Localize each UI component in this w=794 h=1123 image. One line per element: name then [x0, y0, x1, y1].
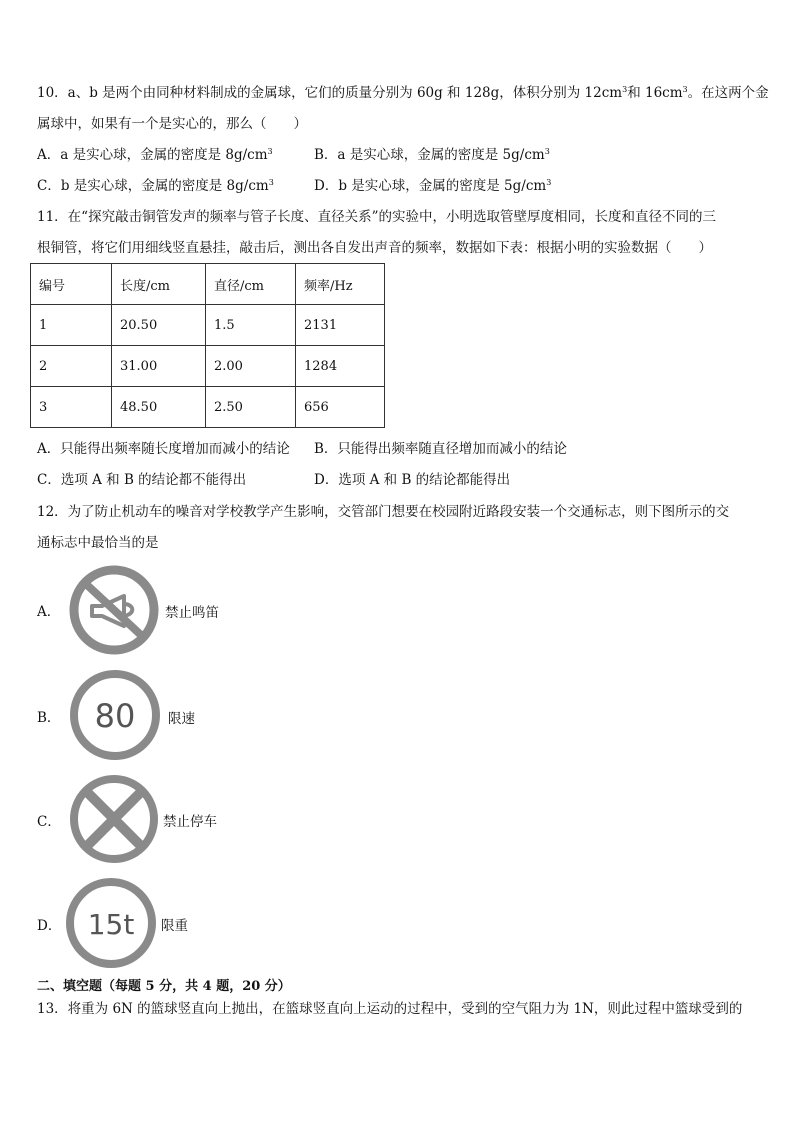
table-cell: 48.50	[112, 387, 206, 428]
q10-option-b: B．a 是实心球，金属的密度是 $5g/cm^3$	[314, 147, 550, 163]
table-header-row	[31, 264, 385, 305]
section-title-fill-in: 二、填空题（每题 5 分，共 4 题，20 分）	[37, 979, 291, 994]
table-header-cell: 长度/cm	[112, 264, 206, 305]
weight-limit-value: 15t	[87, 908, 135, 941]
q10-option-d: D．b 是实心球，金属的密度是 $5g/cm^3$	[314, 178, 552, 194]
table-cell: 2	[31, 346, 112, 387]
q11-line1: 11．在“探究敲击铜管发声的频率与管子长度、直径关系”的实验中，小明选取管壁厚度相同，长度和直径不同的三	[37, 209, 716, 225]
table-header-cell: 编号	[31, 264, 112, 305]
q12-option-a-label: 禁止鸣笛	[165, 605, 219, 621]
q12-option-b-label: 限速	[168, 711, 195, 727]
table-cell: 2.50	[206, 387, 296, 428]
q11-option-d: D．选项 A 和 B 的结论都能得出	[314, 472, 511, 488]
table-cell: 3	[31, 387, 112, 428]
no-horn-icon	[68, 564, 160, 656]
q11-option-a: A．只能得出频率随长度增加而减小的结论	[37, 441, 290, 457]
q10-line2: 属球中，如果有一个是实心的，那么（ ）	[37, 116, 307, 132]
q12-option-c-label: 禁止停车	[163, 814, 217, 830]
q13-line1: 13．将重为 6N 的篮球竖直向上抛出，在篮球竖直向上运动的过程中，受到的空气阻力为 1N，则此过程中篮球受到的	[37, 1001, 743, 1017]
q12-option-c-letter: C．	[37, 814, 61, 830]
table-row	[31, 346, 385, 387]
table-cell: 31.00	[112, 346, 206, 387]
q11-option-b: B．只能得出频率随直径增加而减小的结论	[314, 441, 567, 457]
table-cell: 656	[296, 387, 385, 428]
speed-limit-icon	[68, 668, 162, 762]
q11-line2: 根铜管，将它们用细线竖直悬挂，敲击后，测出各自发出声音的频率，数据如下表：根据小明的实验数据（ ）	[37, 240, 712, 256]
table-cell: 1284	[296, 346, 385, 387]
table-header-cell: 频率/Hz	[296, 264, 385, 305]
weight-limit-icon	[64, 876, 158, 970]
q12-line2: 通标志中最恰当的是	[37, 535, 159, 551]
table-cell: 2131	[296, 305, 385, 346]
table-header-cell: 直径/cm	[206, 264, 296, 305]
q12-option-b-letter: B．	[37, 710, 61, 726]
table-cell: 20.50	[112, 305, 206, 346]
q10-option-c: C．b 是实心球，金属的密度是 $8g/cm^3$	[37, 178, 274, 194]
q11-option-c: C．选项 A 和 B 的结论都不能得出	[37, 472, 247, 488]
q12-option-d-letter: D．	[37, 918, 62, 934]
q12-option-a-letter: A．	[37, 604, 61, 620]
q12-line1: 12．为了防止机动车的噪音对学校教学产生影响，交管部门想要在校园附近路段安装一个交通标志，则下图所示的交	[37, 504, 730, 520]
table-cell: 1	[31, 305, 112, 346]
table-row	[31, 305, 385, 346]
no-parking-icon	[68, 772, 160, 866]
table-row	[31, 387, 385, 428]
table-cell: 2.00	[206, 346, 296, 387]
q10-line1: 10．a、b 是两个由同种材料制成的金属球，它们的质量分别为 60g 和 128g，体积分别为 $12cm^3$和 $16cm^3$。在这两个金	[37, 85, 769, 101]
table-cell: 1.5	[206, 305, 296, 346]
q10-option-a: A．a 是实心球，金属的密度是 $8g/cm^3$	[37, 147, 273, 163]
speed-limit-value: 80	[94, 697, 136, 735]
q12-option-d-label: 限重	[161, 918, 188, 934]
frequency-data-table	[30, 263, 385, 428]
